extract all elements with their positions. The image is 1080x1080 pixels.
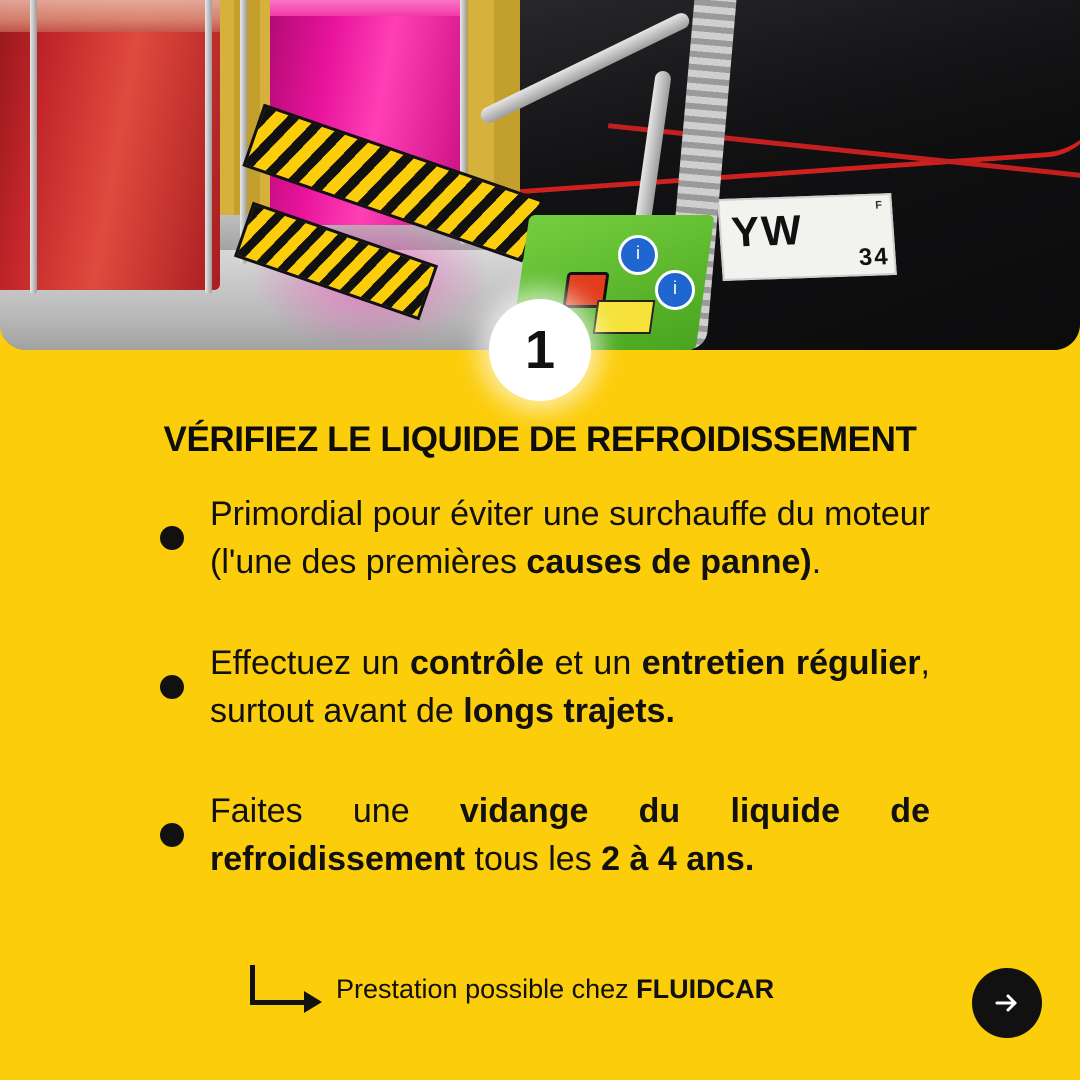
next-button[interactable] bbox=[972, 968, 1042, 1038]
plate-number: YW bbox=[729, 206, 805, 256]
header-photo bbox=[0, 0, 1080, 350]
bullet-dot-icon bbox=[160, 675, 184, 699]
bullet-text: Effectuez un contrôle et un entretien régulier, surtout avant de longs trajets. bbox=[210, 643, 930, 730]
step-badge bbox=[489, 299, 591, 401]
license-plate bbox=[717, 193, 897, 281]
list-item bbox=[160, 787, 930, 884]
panel-sticker bbox=[593, 300, 656, 334]
tank-rod bbox=[205, 0, 212, 294]
photo-illustration bbox=[0, 0, 1080, 350]
tank-pink-foam bbox=[270, 0, 465, 16]
note-text bbox=[336, 974, 774, 1009]
bullet-text: Faites une vidange du liquide de refroidissement tous les 2 à 4 ans. bbox=[210, 792, 930, 879]
arrow-right-icon bbox=[990, 986, 1024, 1020]
plate-eu-band: F bbox=[874, 199, 885, 212]
note-brand: FLUIDCAR bbox=[636, 974, 775, 1004]
note-text-plain: Prestation possible chez bbox=[336, 974, 637, 1004]
service-note bbox=[250, 965, 774, 1009]
plate-department: 34 bbox=[857, 243, 891, 272]
list-item bbox=[160, 490, 930, 587]
info-icon: i bbox=[618, 235, 658, 275]
corner-arrow-icon bbox=[250, 965, 322, 1009]
step-number: 1 bbox=[524, 320, 556, 380]
page-title: VÉRIFIEZ LE LIQUIDE DE REFROIDISSEMENT bbox=[163, 420, 917, 459]
info-icon: i bbox=[655, 270, 695, 310]
bullet-dot-icon bbox=[160, 526, 184, 550]
bullet-text: Primordial pour éviter une surchauffe du moteur (l'une des premières causes de panne). bbox=[210, 495, 930, 582]
bullet-dot-icon bbox=[160, 823, 184, 847]
bullet-list bbox=[160, 490, 930, 936]
list-item bbox=[160, 639, 930, 736]
tank-rod bbox=[30, 0, 37, 294]
